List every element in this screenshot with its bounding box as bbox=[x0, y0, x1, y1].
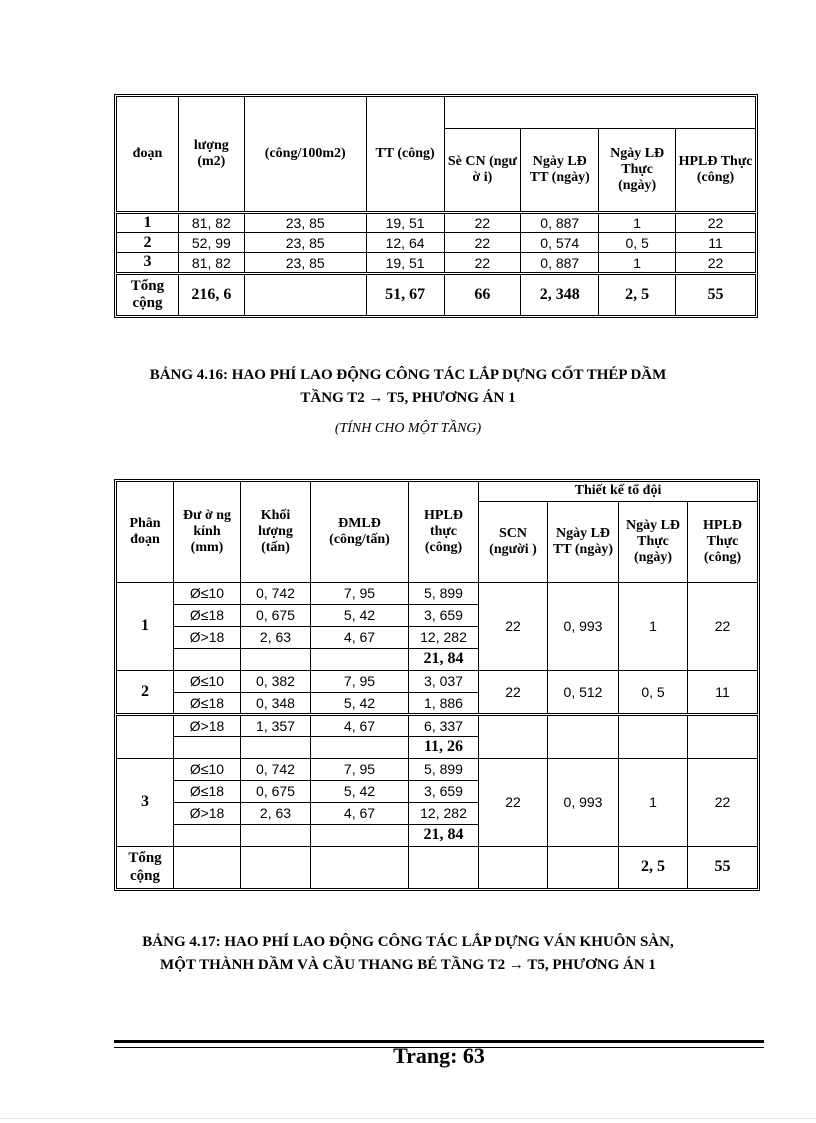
cell: 2, 348 bbox=[521, 273, 599, 315]
cell bbox=[311, 649, 409, 671]
caption-line: BẢNG 4.16: HAO PHÍ LAO ĐỘNG CÔNG TÁC LẮP DỰNG CỐT THÉP DẦM bbox=[149, 367, 667, 383]
cell: 7, 95 bbox=[311, 759, 409, 781]
col-hpld-thuc: HPLĐ Thực (công) bbox=[676, 129, 756, 213]
cell bbox=[479, 715, 548, 759]
cell bbox=[241, 649, 311, 671]
cell: 23, 85 bbox=[244, 213, 366, 233]
caption-line: TẦNG T2 → T5, PHƯƠNG ÁN 1 bbox=[300, 390, 516, 406]
table-row bbox=[117, 671, 758, 693]
cell: 22 bbox=[688, 759, 758, 847]
cell: 216, 6 bbox=[178, 273, 244, 315]
cell: 0, 675 bbox=[241, 781, 311, 803]
cell bbox=[241, 737, 311, 759]
cell: 0, 993 bbox=[548, 583, 619, 671]
col-ngay-ld-tt: Ngày LĐ TT (ngày) bbox=[521, 129, 599, 213]
cell: 1, 886 bbox=[409, 693, 479, 715]
header-row-top bbox=[117, 97, 756, 129]
cell bbox=[311, 737, 409, 759]
cell: Ø≤18 bbox=[174, 605, 241, 627]
cell: 0, 5 bbox=[599, 233, 676, 253]
col-doan: đoạn bbox=[117, 97, 179, 213]
cell: 52, 99 bbox=[178, 233, 244, 253]
cell: 3, 659 bbox=[409, 605, 479, 627]
total-label: Tổng cộng bbox=[117, 273, 179, 315]
cell: 22 bbox=[688, 583, 758, 671]
cell: 22 bbox=[479, 671, 548, 715]
cell: 1 bbox=[117, 213, 179, 233]
table-caption-4-16 bbox=[100, 364, 716, 410]
cell: Ø≤10 bbox=[174, 583, 241, 605]
cell: 22 bbox=[444, 233, 521, 253]
caption-line: BẢNG 4.17: HAO PHÍ LAO ĐỘNG CÔNG TÁC LẮP DỰNG VÁN KHUÔN SÀN, bbox=[142, 934, 674, 950]
cell: 2, 63 bbox=[241, 803, 311, 825]
cell: 4, 67 bbox=[311, 803, 409, 825]
cell: 22 bbox=[479, 759, 548, 847]
labor-table-4-15 bbox=[116, 96, 756, 316]
cell bbox=[548, 847, 619, 889]
cell: 1 bbox=[599, 253, 676, 273]
cell: 1, 357 bbox=[241, 715, 311, 737]
caption-line: MỘT THÀNH DẦM VÀ CẦU THANG BÉ TẦNG T2 → T5, PHƯƠNG ÁN 1 bbox=[160, 957, 656, 973]
cell: 0, 887 bbox=[521, 253, 599, 273]
cell: 0, 348 bbox=[241, 693, 311, 715]
cell: 7, 95 bbox=[311, 583, 409, 605]
col-ngay-ld-thuc: Ngày LĐ Thực (ngày) bbox=[619, 502, 688, 583]
cell: 23, 85 bbox=[244, 253, 366, 273]
cell: 12, 282 bbox=[409, 627, 479, 649]
cell: 55 bbox=[688, 847, 758, 889]
total-label: Tổng cộng bbox=[117, 847, 174, 889]
cell: 11 bbox=[688, 671, 758, 715]
col-hpld-thuc-team: HPLĐ Thực (công) bbox=[688, 502, 758, 583]
subtotal-cell: 21, 84 bbox=[409, 825, 479, 847]
cell: 81, 82 bbox=[178, 253, 244, 273]
cell: 22 bbox=[479, 583, 548, 671]
cell: 66 bbox=[444, 273, 521, 315]
segment-label: 1 bbox=[117, 583, 174, 671]
table-row bbox=[117, 233, 756, 253]
group-header-team: Thiết kế tổ đội bbox=[479, 482, 758, 502]
cell: 51, 67 bbox=[366, 273, 444, 315]
cell bbox=[174, 847, 241, 889]
col-phan-doan: Phân đoạn bbox=[117, 482, 174, 583]
cell: 22 bbox=[676, 213, 756, 233]
col-se-cn: Sè CN (ngư ờ i) bbox=[444, 129, 521, 213]
cell: 12, 282 bbox=[409, 803, 479, 825]
cell: 19, 51 bbox=[366, 213, 444, 233]
cell: 5, 42 bbox=[311, 605, 409, 627]
table-caption-4-17 bbox=[100, 931, 716, 977]
cell: 7, 95 bbox=[311, 671, 409, 693]
cell: Ø>18 bbox=[174, 803, 241, 825]
cell bbox=[479, 847, 548, 889]
page-number: Trang: 63 bbox=[393, 1043, 485, 1068]
cell: 5, 899 bbox=[409, 583, 479, 605]
cell bbox=[409, 847, 479, 889]
cell: 1 bbox=[619, 583, 688, 671]
col-tt: TT (công) bbox=[366, 97, 444, 213]
cell: 2, 63 bbox=[241, 627, 311, 649]
cell: 0, 382 bbox=[241, 671, 311, 693]
cell bbox=[619, 715, 688, 759]
cell bbox=[174, 649, 241, 671]
cell: 5, 899 bbox=[409, 759, 479, 781]
cell: Ø≤10 bbox=[174, 671, 241, 693]
subtotal-cell: 11, 26 bbox=[409, 737, 479, 759]
cell: 19, 51 bbox=[366, 253, 444, 273]
col-duong-kinh: Đư ờ ng kính (mm) bbox=[174, 482, 241, 583]
cell bbox=[688, 715, 758, 759]
cell: 0, 742 bbox=[241, 759, 311, 781]
cell bbox=[241, 847, 311, 889]
col-luong: lượng (m2) bbox=[178, 97, 244, 213]
table-row bbox=[117, 583, 758, 605]
cell: 5, 42 bbox=[311, 781, 409, 803]
group-header-empty bbox=[444, 97, 755, 129]
col-dm: (công/100m2) bbox=[244, 97, 366, 213]
cell: 23, 85 bbox=[244, 233, 366, 253]
cell: 3 bbox=[117, 253, 179, 273]
cell: 22 bbox=[444, 213, 521, 233]
cell: Ø>18 bbox=[174, 627, 241, 649]
col-dmld: ĐMLĐ (công/tấn) bbox=[311, 482, 409, 583]
cell bbox=[244, 273, 366, 315]
col-ngay-ld-thuc: Ngày LĐ Thực (ngày) bbox=[599, 129, 676, 213]
page-bottom-edge bbox=[0, 1118, 816, 1119]
cell: 4, 67 bbox=[311, 715, 409, 737]
table-row bbox=[117, 213, 756, 233]
cell: 0, 887 bbox=[521, 213, 599, 233]
col-ngay-ld-tt: Ngày LĐ TT (ngày) bbox=[548, 502, 619, 583]
labor-table-4-16 bbox=[116, 481, 758, 889]
cell: 0, 993 bbox=[548, 759, 619, 847]
cell bbox=[311, 847, 409, 889]
cell: Ø≤10 bbox=[174, 759, 241, 781]
cell: 11 bbox=[676, 233, 756, 253]
cell bbox=[548, 715, 619, 759]
cell: 1 bbox=[619, 759, 688, 847]
total-row bbox=[117, 847, 758, 889]
cell: 0, 675 bbox=[241, 605, 311, 627]
cell: 0, 574 bbox=[521, 233, 599, 253]
cell: Ø≤18 bbox=[174, 693, 241, 715]
cell bbox=[174, 825, 241, 847]
total-row bbox=[117, 273, 756, 315]
table-row bbox=[117, 759, 758, 781]
cell: Ø>18 bbox=[174, 715, 241, 737]
cell: 0, 742 bbox=[241, 583, 311, 605]
cell: 12, 64 bbox=[366, 233, 444, 253]
cell: 2, 5 bbox=[599, 273, 676, 315]
cell: 3, 659 bbox=[409, 781, 479, 803]
cell: 55 bbox=[676, 273, 756, 315]
cell bbox=[311, 825, 409, 847]
cell: 6, 337 bbox=[409, 715, 479, 737]
cell bbox=[241, 825, 311, 847]
cell: Ø≤18 bbox=[174, 781, 241, 803]
segment-label: 2 bbox=[117, 671, 174, 715]
col-scn: SCN (người ) bbox=[479, 502, 548, 583]
col-hpld-thuc: HPLĐ thực (công) bbox=[409, 482, 479, 583]
subtotal-cell: 21, 84 bbox=[409, 649, 479, 671]
caption-subtitle: (TÍNH CHO MỘT TẦNG) bbox=[334, 421, 482, 436]
cell: 5, 42 bbox=[311, 693, 409, 715]
table-row bbox=[117, 253, 756, 273]
cell bbox=[174, 737, 241, 759]
cell: 0, 512 bbox=[548, 671, 619, 715]
header-row-top bbox=[117, 482, 758, 502]
cell: 2 bbox=[117, 233, 179, 253]
cell: 0, 5 bbox=[619, 671, 688, 715]
cell: 81, 82 bbox=[178, 213, 244, 233]
cell: 4, 67 bbox=[311, 627, 409, 649]
segment-label: 3 bbox=[117, 759, 174, 847]
cell: 22 bbox=[444, 253, 521, 273]
cell: 1 bbox=[599, 213, 676, 233]
table-row bbox=[117, 715, 758, 737]
cell: 22 bbox=[676, 253, 756, 273]
cell: 2, 5 bbox=[619, 847, 688, 889]
col-khoi-luong: Khối lượng (tấn) bbox=[241, 482, 311, 583]
cell: 3, 037 bbox=[409, 671, 479, 693]
segment-label-empty bbox=[117, 715, 174, 759]
